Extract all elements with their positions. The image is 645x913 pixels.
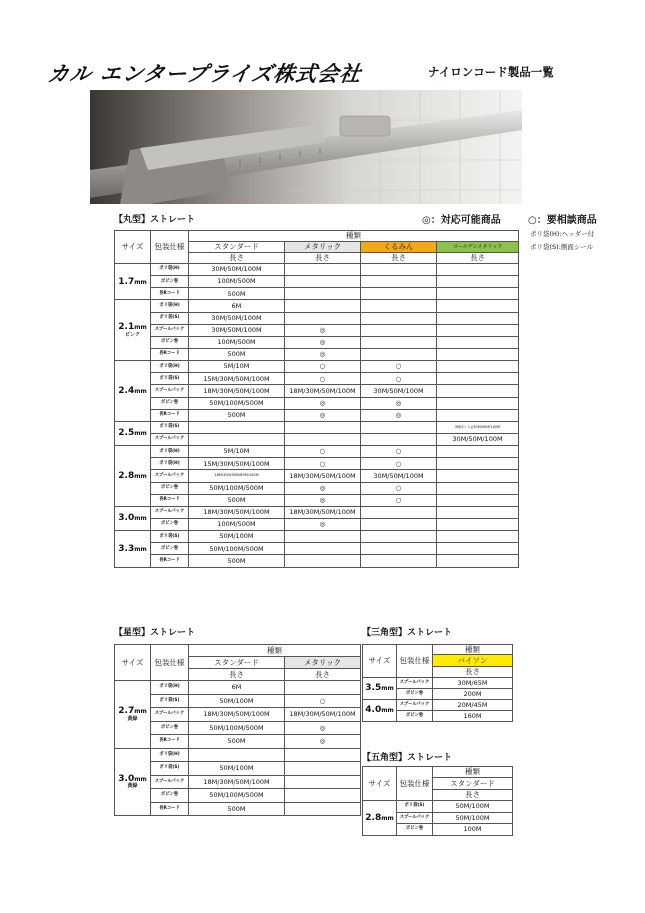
table-row: [115, 694, 361, 708]
length-cell: [361, 531, 437, 543]
pack-type-cell: ポリ袋(S): [151, 421, 189, 433]
pack-type-cell: ポリ袋(H): [151, 300, 189, 312]
table-row: [363, 700, 513, 711]
length-cell: [437, 336, 519, 348]
length-cell: ○: [361, 361, 437, 373]
size-header: サイズ: [115, 231, 151, 264]
size-unit: mm: [134, 387, 147, 395]
length-cell: ◎: [285, 324, 361, 336]
table-row: [115, 276, 519, 288]
length-header: 長さ: [285, 253, 361, 264]
pack-type-cell: スプールパック: [151, 470, 189, 482]
length-cell: 20M/45M: [433, 700, 513, 711]
table-row: [115, 264, 519, 276]
pack-type-cell: スプールパック: [151, 324, 189, 336]
length-cell: [361, 324, 437, 336]
length-cell: [437, 288, 519, 300]
length-cell: [361, 506, 437, 518]
length-cell: 200M: [433, 689, 513, 700]
table-row: [115, 543, 519, 555]
size-header: サイズ: [363, 645, 397, 678]
length-cell: [437, 300, 519, 312]
length-cell: 18M/30M/50M/100M: [189, 385, 285, 397]
type-metallic: メタリック: [285, 242, 361, 253]
length-cell: 50M/100M: [189, 694, 285, 708]
length-cell: [361, 312, 437, 324]
length-header: 長さ: [361, 253, 437, 264]
length-cell: 30M/50M/100M: [361, 470, 437, 482]
pack-type-cell: ポリ袋(H): [151, 748, 189, 762]
length-cell: 30M/50M/100M: [361, 385, 437, 397]
size-value: 2.8: [118, 470, 135, 481]
table-row: [115, 409, 519, 421]
pack-type-cell: ポリ袋(H): [151, 264, 189, 276]
length-cell: [285, 762, 361, 776]
length-cell: [285, 748, 361, 762]
table-row: [115, 458, 519, 470]
length-header: 長さ: [285, 669, 361, 681]
pack-type-cell: ポリ袋(S): [151, 762, 189, 776]
pack-header: 包装仕様: [151, 231, 189, 264]
color-note: ピンク: [125, 331, 140, 338]
pack-type-cell: ボビン巻: [151, 276, 189, 288]
table-row: [115, 531, 519, 543]
pack-type-cell: ポリ袋(S): [397, 801, 433, 813]
length-cell: 500M: [189, 802, 285, 816]
type-standard: スタンダード: [189, 657, 285, 669]
length-cell: [437, 506, 519, 518]
table-row: [115, 482, 519, 494]
pack-type-cell: ポリ袋(S): [151, 531, 189, 543]
length-cell: 5M/10M: [189, 446, 285, 458]
length-cell: 500M: [189, 555, 285, 567]
pentagon-cord-table: [362, 766, 513, 836]
pack-type-cell: ポリ袋(S): [151, 373, 189, 385]
size-unit: mm: [134, 545, 147, 553]
table-row: [115, 721, 361, 735]
length-cell: 18M/30M/50M/100M: [285, 385, 361, 397]
size-cell: [115, 681, 151, 749]
length-cell: 30M/50M/100M: [189, 264, 285, 276]
table-row: [115, 446, 519, 458]
pack-type-cell: スプールパック: [151, 506, 189, 518]
table-row: [115, 361, 519, 373]
length-cell: ◎: [285, 721, 361, 735]
length-cell: [361, 288, 437, 300]
length-cell: [437, 361, 519, 373]
length-cell: ○: [285, 361, 361, 373]
length-cell: 500M: [189, 735, 285, 749]
length-header: 長さ: [433, 790, 513, 801]
size-cell: [363, 801, 397, 836]
length-cell: [437, 276, 519, 288]
caliper-photo: [90, 90, 522, 204]
length-cell: [361, 300, 437, 312]
length-cell: 30M/50M/100M: [189, 324, 285, 336]
length-cell: ◎: [285, 348, 361, 360]
table-row: [115, 681, 361, 695]
size-cell: [115, 264, 151, 300]
kind-header: 種類: [189, 231, 519, 242]
size-unit: mm: [134, 708, 147, 716]
type-standard: スタンダード: [189, 242, 285, 253]
length-cell: 100M: [433, 824, 513, 836]
type-golden-metallic: ゴールデンメタリック: [437, 242, 519, 253]
length-cell: [437, 482, 519, 494]
length-cell: [437, 470, 519, 482]
pack-type-cell: ポリ袋(S): [151, 694, 189, 708]
legend-consult: ○：要相談商品: [528, 215, 597, 226]
length-cell: ◎: [285, 482, 361, 494]
length-cell: ◎: [285, 494, 361, 506]
length-cell: [285, 421, 361, 433]
kind-header: 種類: [433, 767, 513, 778]
pack-type-cell: スプールパック: [151, 385, 189, 397]
pack-type-cell: 長Rコード: [151, 735, 189, 749]
pentagon-heading: 【五角型】ストレート: [362, 753, 453, 763]
size-cell: [115, 446, 151, 507]
length-cell: [437, 264, 519, 276]
table-row: [115, 708, 361, 722]
length-cell: [285, 433, 361, 445]
length-cell: ○: [361, 482, 437, 494]
table-row: [115, 518, 519, 530]
size-value: 2.7: [118, 706, 135, 717]
length-cell: 500M: [189, 288, 285, 300]
pack-type-cell: ポリ袋(H): [151, 361, 189, 373]
length-cell: [189, 433, 285, 445]
round-heading: 【丸型】ストレート: [114, 215, 196, 225]
table-row: [115, 470, 519, 482]
table-row: [115, 312, 519, 324]
size-value: 2.1: [118, 322, 135, 333]
table-row: [115, 494, 519, 506]
pack-header: 包装仕様: [397, 645, 433, 678]
pack-header: 包装仕様: [151, 645, 189, 681]
kind-header: 種類: [189, 645, 361, 657]
length-cell: 18M/30M/50M/100M: [189, 708, 285, 722]
length-cell: 50M/100M/500M: [189, 789, 285, 803]
pack-type-cell: ボビン巻: [397, 689, 433, 700]
length-cell: [285, 543, 361, 555]
pack-type-cell: ボビン巻: [151, 518, 189, 530]
length-cell: 6M: [189, 300, 285, 312]
pack-type-cell: ボビン巻: [397, 711, 433, 722]
length-cell: 6M: [189, 681, 285, 695]
star-heading: 【星型】ストレート: [114, 628, 196, 638]
length-cell: ○: [285, 446, 361, 458]
length-cell: ◎: [361, 409, 437, 421]
size-cell: [115, 361, 151, 422]
length-cell: 50M/100M: [189, 531, 285, 543]
length-header: 長さ: [437, 253, 519, 264]
size-value: 4.0: [365, 705, 382, 716]
length-cell: 100M/500M: [189, 276, 285, 288]
length-cell: [285, 300, 361, 312]
length-cell: ○: [361, 446, 437, 458]
table-row: [363, 801, 513, 813]
length-cell: 500M: [189, 494, 285, 506]
table-row: [115, 735, 361, 749]
length-cell: 30M/50M/100M: [189, 312, 285, 324]
length-cell: [285, 789, 361, 803]
star-cord-table: [114, 644, 361, 816]
length-cell: [437, 409, 519, 421]
length-cell: [437, 324, 519, 336]
length-cell: ◎: [285, 735, 361, 749]
table-row: [115, 762, 361, 776]
length-cell: [361, 348, 437, 360]
length-cell: [361, 555, 437, 567]
pack-type-cell: スプールパック: [397, 700, 433, 711]
size-value: 2.8: [365, 812, 382, 823]
size-value: 1.7: [118, 276, 135, 287]
pack-type-cell: ポリ袋(H): [151, 458, 189, 470]
type-standard: スタンダード: [433, 778, 513, 790]
length-cell: [361, 336, 437, 348]
table-row: [115, 324, 519, 336]
pack-type-cell: ポリ袋(H): [151, 681, 189, 695]
pack-type-cell: ボビン巻: [151, 789, 189, 803]
pack-type-cell: スプールパック: [151, 433, 189, 445]
length-cell: ◎: [285, 409, 361, 421]
legend-available: ◎：対応可能商品: [422, 215, 501, 226]
table-row: [115, 300, 519, 312]
length-cell: ◎: [361, 397, 437, 409]
size-cell: [115, 506, 151, 530]
pack-type-cell: ボビン巻: [151, 721, 189, 735]
length-cell: 100M/500M: [189, 336, 285, 348]
size-unit: mm: [381, 707, 394, 715]
size-cell: [363, 678, 397, 700]
length-cell: 15M/30M/50M/100M: [189, 373, 285, 385]
length-cell: 50M/100M/500M: [189, 397, 285, 409]
table-row: [115, 775, 361, 789]
length-cell: 18M/30M/50M/80M/100M: [189, 470, 285, 482]
pack-type-cell: 長Rコード: [151, 348, 189, 360]
length-cell: 160M: [433, 711, 513, 722]
length-cell: [361, 433, 437, 445]
length-cell: 500M: [189, 409, 285, 421]
table-row: [363, 678, 513, 689]
length-cell: 30M/50M/100M: [437, 433, 519, 445]
length-header: 長さ: [189, 669, 285, 681]
length-cell: 5M/10M: [189, 361, 285, 373]
length-cell: [361, 276, 437, 288]
length-cell: [189, 421, 285, 433]
size-value: 2.4: [118, 385, 135, 396]
size-cell: [115, 421, 151, 445]
length-cell: ○: [285, 458, 361, 470]
size-unit: mm: [381, 814, 394, 822]
note-poly-h: ポリ袋(H):ヘッダー付: [530, 230, 595, 238]
size-cell: [115, 531, 151, 567]
length-cell: [437, 518, 519, 530]
length-cell: 50M/100M: [433, 812, 513, 824]
length-cell: 18M/30M/50M/100M: [285, 470, 361, 482]
length-cell: [285, 775, 361, 789]
length-cell: 50M/100M/500M: [189, 721, 285, 735]
length-cell: ○: [361, 494, 437, 506]
length-cell: [437, 397, 519, 409]
length-cell: [437, 373, 519, 385]
length-cell: 18M/30M/50M/100M: [285, 506, 361, 518]
length-cell: [437, 543, 519, 555]
length-cell: ◎: [285, 336, 361, 348]
length-cell: 30M/65M: [433, 678, 513, 689]
pack-type-cell: ボビン巻: [151, 336, 189, 348]
length-cell: [285, 312, 361, 324]
table-row: [115, 348, 519, 360]
table-row: [115, 802, 361, 816]
pack-type-cell: ボビン巻: [151, 397, 189, 409]
size-unit: mm: [381, 685, 394, 693]
table-row: [115, 397, 519, 409]
table-row: [115, 336, 519, 348]
size-value: 3.0: [118, 513, 135, 524]
table-row: [115, 748, 361, 762]
length-cell: [285, 681, 361, 695]
type-bison: バイソン: [433, 655, 513, 667]
length-cell: [361, 543, 437, 555]
size-unit: mm: [134, 775, 147, 783]
length-cell: [437, 555, 519, 567]
size-value: 3.3: [118, 543, 135, 554]
size-value: 3.5: [365, 683, 382, 694]
length-cell: [285, 555, 361, 567]
kind-header: 種類: [433, 645, 513, 655]
triangle-cord-table: [362, 644, 513, 722]
round-cord-table: [114, 230, 519, 568]
pack-type-cell: ボビン巻: [151, 482, 189, 494]
size-header: サイズ: [363, 767, 397, 801]
length-cell: [437, 531, 519, 543]
pack-type-cell: スプールパック: [151, 775, 189, 789]
length-cell: [361, 264, 437, 276]
table-row: [115, 506, 519, 518]
size-unit: mm: [134, 515, 147, 523]
length-cell: ○: [285, 694, 361, 708]
type-kurumin: くるみん: [361, 242, 437, 253]
company-name: カル エンタープライズ株式会社: [46, 62, 364, 86]
length-cell: [437, 446, 519, 458]
length-header: 長さ: [433, 667, 513, 678]
size-unit: mm: [134, 472, 147, 480]
table-row: [115, 288, 519, 300]
length-cell: 50M/100M: [189, 762, 285, 776]
length-cell: [437, 348, 519, 360]
length-cell: 100M/500M: [189, 518, 285, 530]
length-cell: 18M/30M/50M/100M: [189, 506, 285, 518]
pack-type-cell: ポリ袋(S): [151, 312, 189, 324]
length-cell: [189, 748, 285, 762]
length-cell: [285, 531, 361, 543]
length-cell: [285, 802, 361, 816]
length-cell: [437, 385, 519, 397]
length-cell: [361, 518, 437, 530]
table-row: [115, 555, 519, 567]
color-note: 黄緑: [127, 715, 138, 722]
pack-header: 包装仕様: [397, 767, 433, 801]
triangle-heading: 【三角型】ストレート: [362, 628, 453, 638]
length-cell: 50M/100M/500M: [189, 543, 285, 555]
size-unit: mm: [134, 278, 147, 286]
length-cell: ○: [361, 458, 437, 470]
pack-type-cell: スプールパック: [151, 708, 189, 722]
length-cell: ○: [285, 373, 361, 385]
length-cell: [285, 264, 361, 276]
pack-type-cell: 長Rコード: [151, 288, 189, 300]
table-row: [115, 433, 519, 445]
pack-type-cell: スプールパック: [397, 678, 433, 689]
table-row: [115, 789, 361, 803]
size-header: サイズ: [115, 645, 151, 681]
pack-type-cell: 長Rコード: [151, 555, 189, 567]
length-cell: [437, 458, 519, 470]
table-row: [115, 385, 519, 397]
length-cell: [285, 276, 361, 288]
pack-type-cell: ボビン巻: [397, 824, 433, 836]
pack-type-cell: スプールパック: [397, 812, 433, 824]
length-cell: 18M/30M/50M/100M: [189, 775, 285, 789]
length-cell: 50M/100M: [433, 801, 513, 813]
table-row: [115, 421, 519, 433]
size-unit: mm: [134, 324, 147, 332]
length-cell: ◎: [285, 518, 361, 530]
pack-type-cell: 長Rコード: [151, 409, 189, 421]
length-cell: [437, 494, 519, 506]
size-cell: [363, 700, 397, 722]
length-cell: 18M/30M/50M/100M: [285, 708, 361, 722]
length-cell: [285, 288, 361, 300]
size-value: 2.5: [118, 428, 135, 439]
color-note: 黄緑: [127, 783, 138, 790]
type-metallic: メタリック: [285, 657, 361, 669]
length-cell: ○: [361, 373, 437, 385]
length-cell: 15M/30M/50M/100M: [189, 458, 285, 470]
pack-type-cell: ボビン巻: [151, 543, 189, 555]
length-cell: 50M/100M/500M: [189, 482, 285, 494]
pack-type-cell: ポリ袋(H): [151, 446, 189, 458]
pack-type-cell: 長Rコード: [151, 802, 189, 816]
length-cell: 3M(5ヶ入)/30M/50M/100M: [437, 421, 519, 433]
size-cell: [115, 300, 151, 361]
length-cell: [437, 312, 519, 324]
length-cell: 500M: [189, 348, 285, 360]
size-value: 3.0: [118, 773, 135, 784]
size-unit: mm: [134, 430, 147, 438]
pack-type-cell: 長Rコード: [151, 494, 189, 506]
document-title: ナイロンコード製品一覧: [428, 65, 554, 79]
length-cell: ◎: [285, 397, 361, 409]
length-cell: [361, 421, 437, 433]
length-header: 長さ: [189, 253, 285, 264]
table-row: [115, 373, 519, 385]
size-cell: [115, 748, 151, 816]
note-poly-s: ポリ袋(S):側面シール: [530, 243, 594, 251]
